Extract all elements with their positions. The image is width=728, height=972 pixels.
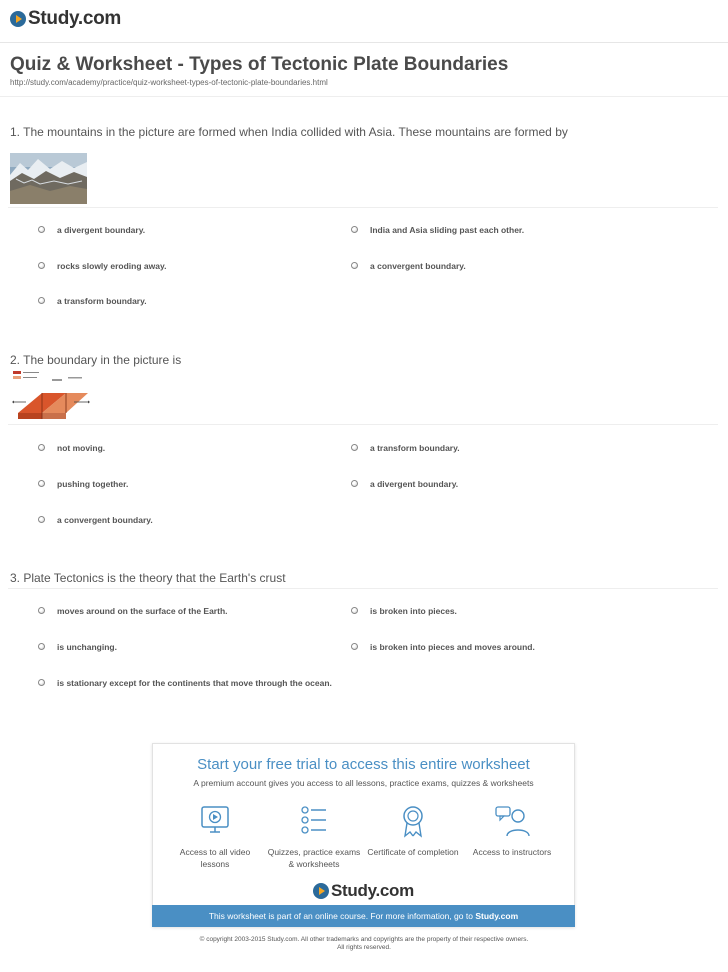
promo-study-logo[interactable] (153, 881, 574, 901)
radio-button[interactable] (38, 480, 45, 487)
radio-button[interactable] (38, 262, 45, 269)
study-logo-icon (10, 11, 26, 27)
feature-label: Certificate of completion (367, 847, 459, 857)
question-2-divider (8, 424, 718, 425)
q2-option-3[interactable]: pushing together. (38, 478, 128, 490)
promo-subline: A premium account gives you access to all lessons, practice exams, quizzes & worksheets (193, 778, 534, 788)
feature-certificate (363, 804, 463, 858)
video-lesson-icon (200, 804, 230, 838)
q1-option-2[interactable]: India and Asia sliding past each other. (351, 224, 524, 236)
radio-button[interactable] (38, 516, 45, 523)
radio-button[interactable] (38, 444, 45, 451)
q3-option-1[interactable]: moves around on the surface of the Earth. (38, 605, 228, 617)
feature-quizzes (264, 804, 364, 870)
promo-info-bar (152, 905, 575, 927)
copyright-footer (0, 936, 728, 952)
radio-button[interactable] (351, 480, 358, 487)
radio-button[interactable] (38, 679, 45, 686)
q2-option-4[interactable]: a divergent boundary. (351, 478, 458, 490)
feature-video-lessons (165, 804, 265, 870)
title-divider (0, 96, 728, 97)
mountains-image (10, 153, 87, 204)
q3-option-4[interactable]: is broken into pieces and moves around. (351, 641, 535, 653)
q3-option-2[interactable]: is broken into pieces. (351, 605, 457, 617)
study-logo-text: Study.com (28, 8, 122, 29)
radio-button[interactable] (38, 297, 45, 304)
radio-button[interactable] (351, 262, 358, 269)
study-logo-text: Study.com (331, 881, 414, 900)
q1-option-4[interactable]: a convergent boundary. (351, 260, 466, 272)
question-3-divider (8, 588, 718, 589)
q1-option-5[interactable]: a transform boundary. (38, 295, 147, 307)
feature-instructors (462, 804, 562, 858)
plate-boundary-diagram (12, 369, 90, 421)
radio-button[interactable] (351, 643, 358, 650)
promo-bar-text: This worksheet is part of an online course. For more information, go to (208, 911, 476, 921)
checklist-icon (299, 804, 329, 838)
radio-button[interactable] (351, 444, 358, 451)
instructor-icon (494, 804, 530, 838)
radio-button[interactable] (38, 643, 45, 650)
radio-button[interactable] (351, 607, 358, 614)
page-title: Quiz & Worksheet - Types of Tectonic Plate Boundaries (10, 54, 509, 75)
copyright-line: © copyright 2003-2015 Study.com. All other trademarks and copyrights are the property of their respective owners. (199, 936, 529, 943)
feature-label: Quizzes, practice exams & worksheets (267, 847, 361, 869)
q1-option-3[interactable]: rocks slowly eroding away. (38, 260, 166, 272)
study-logo[interactable] (10, 8, 121, 30)
q3-option-3[interactable]: is unchanging. (38, 641, 117, 653)
feature-label: Access to instructors (472, 847, 552, 857)
question-2-text: 2. The boundary in the picture is (10, 353, 182, 367)
page-url: http://study.com/academy/practice/quiz-worksheet-types-of-tectonic-plate-boundaries.html (10, 78, 328, 87)
feature-label: Access to all video lessons (179, 847, 251, 869)
radio-button[interactable] (351, 226, 358, 233)
question-1-text: 1. The mountains in the picture are formed when India collided with Asia. These mountains are formed by (10, 125, 568, 139)
question-1-divider (8, 207, 718, 208)
q1-option-1[interactable]: a divergent boundary. (38, 224, 145, 236)
q2-option-1[interactable]: not moving. (38, 442, 105, 454)
certificate-icon (398, 804, 428, 838)
rights-line: All rights reserved. (337, 944, 391, 951)
radio-button[interactable] (38, 226, 45, 233)
q2-option-5[interactable]: a convergent boundary. (38, 514, 153, 526)
question-3-text: 3. Plate Tectonics is the theory that the Earth's crust (10, 571, 286, 585)
study-logo-icon (313, 883, 329, 899)
q2-option-2[interactable]: a transform boundary. (351, 442, 460, 454)
header-divider (0, 42, 728, 43)
study-link[interactable]: Study.com (475, 911, 519, 921)
radio-button[interactable] (38, 607, 45, 614)
free-trial-promo (152, 743, 575, 927)
promo-headline: Start your free trial to access this entire worksheet (197, 756, 530, 773)
q3-option-5[interactable]: is stationary except for the continents that move through the ocean. (38, 677, 338, 689)
